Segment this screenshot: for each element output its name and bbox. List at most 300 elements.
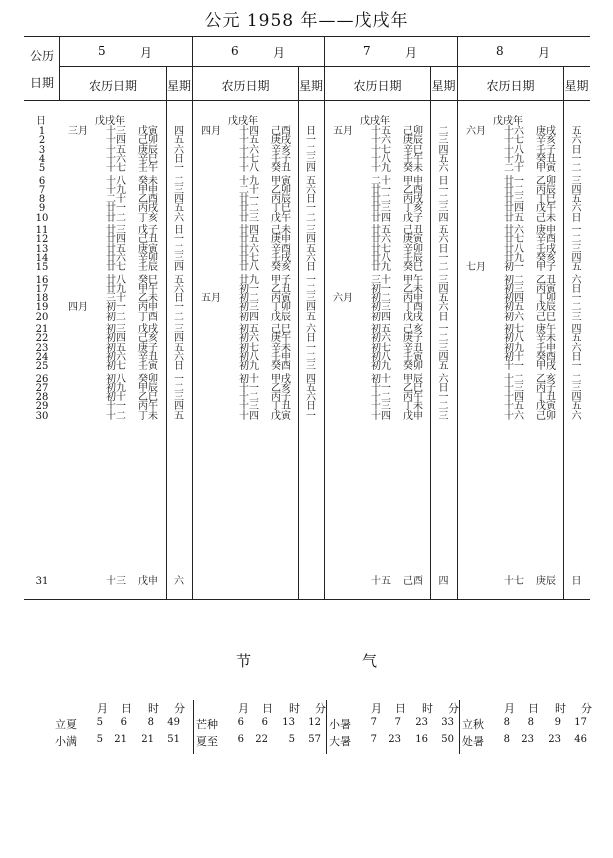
ganzhi: 壬子	[536, 144, 556, 156]
lunar-day: 廿九	[106, 283, 126, 295]
lunar-day: 初五	[371, 324, 391, 335]
lunar-day: 初二	[371, 293, 391, 305]
weekday: 日	[438, 311, 449, 323]
ganzhi: 己卯	[403, 126, 423, 137]
ganzhi: 辛巳	[138, 153, 158, 165]
solar-day: 11	[35, 225, 49, 236]
ganzhi: 己未	[536, 212, 556, 224]
ganzhi: 己丑	[138, 234, 158, 246]
weekday: 三	[571, 382, 582, 394]
ganzhi: 戊戌	[138, 324, 158, 335]
ganzhi: 辛亥	[536, 135, 556, 147]
ganzhi: 甲申	[403, 175, 423, 187]
weekday: 四	[571, 392, 582, 404]
lunar-day: 初一	[371, 283, 391, 295]
ganzhi: 癸丑	[271, 163, 291, 175]
table-top-border	[24, 36, 590, 37]
solar-day: 25	[35, 361, 49, 373]
weekday: 日	[306, 333, 316, 345]
ganzhi: 乙丑	[536, 274, 556, 286]
weekday: 四	[174, 262, 184, 274]
solar-day: 24	[35, 351, 49, 363]
lunar-day: 廿六	[106, 252, 126, 264]
header-mid-rule	[60, 66, 590, 67]
lunar-day: 廿九	[504, 252, 524, 264]
ganzhi: 戊午	[536, 203, 556, 215]
lunar-day: 初十	[239, 373, 259, 385]
ganzhi: 甲寅	[536, 163, 556, 175]
ganzhi: 乙亥	[536, 373, 556, 385]
lunar-day: 十八	[106, 175, 126, 187]
solar-term-value: 7	[370, 717, 377, 728]
solar-header: 时	[422, 702, 433, 715]
weekday: 二	[174, 175, 184, 187]
lunar-day: 初四	[106, 333, 126, 345]
weekday: 一	[571, 225, 582, 236]
lunar-day: 初四	[239, 311, 259, 323]
lunar-day: 廿一	[504, 175, 524, 187]
solar-group-divider	[326, 700, 327, 754]
ganzhi: 戊戌	[403, 311, 423, 323]
solar-day: 2	[38, 135, 46, 147]
ganzhi: 甲辰	[138, 382, 158, 394]
weekday: 二	[571, 302, 582, 314]
lunar-day: 初七	[239, 342, 259, 354]
weekday: 三	[174, 392, 184, 404]
lunar-day: 十二	[239, 392, 259, 404]
weekday: 一	[571, 361, 582, 373]
ganzhi: 壬辰	[138, 262, 158, 274]
solar-term-value: 6	[237, 734, 244, 745]
ganzhi: 己亥	[138, 333, 158, 345]
solar-term-value: 16	[415, 734, 428, 745]
lunar-day: 廿七	[106, 262, 126, 274]
month-label: 月	[405, 46, 418, 60]
ganzhi: 己酉	[271, 126, 291, 137]
lunar-day: 十七	[239, 153, 259, 165]
ganzhi: 乙巳	[403, 382, 423, 394]
ganzhi: 己亥	[403, 324, 423, 335]
weekday: 日	[306, 262, 316, 274]
ganzhi: 甲子	[536, 262, 556, 274]
ganzhi: 庚戌	[536, 126, 556, 137]
weekday: 二	[571, 234, 582, 246]
lunar-day: 廿五	[371, 225, 391, 236]
month-number: 5	[98, 44, 106, 58]
month-divider	[457, 36, 458, 600]
lunar-day: 廿四	[239, 225, 259, 236]
ganzhi: 庚午	[536, 324, 556, 335]
weekday: 五	[438, 293, 449, 305]
weekday: 三	[306, 361, 316, 373]
ganzhi: 庚午	[271, 333, 291, 345]
lunar-day: 十四	[239, 410, 259, 422]
ganzhi: 丁丑	[536, 392, 556, 404]
ganzhi: 癸巳	[403, 262, 423, 274]
weekday: 四	[174, 194, 184, 206]
month-number: 6	[231, 44, 239, 58]
solar-term-value: 6	[237, 717, 244, 728]
lunar-day: 二十	[504, 163, 524, 175]
lunar-day: 廿八	[239, 262, 259, 274]
lunar-day: 初八	[504, 333, 524, 345]
ganzhi: 戊午	[271, 212, 291, 224]
weekday: 三	[174, 324, 184, 335]
ganzhi: 癸亥	[536, 252, 556, 264]
solar-term-name: 立夏	[55, 718, 77, 731]
solar-header: 日	[262, 702, 273, 715]
solar-day: 16	[35, 274, 49, 286]
weekday: 日	[174, 293, 184, 305]
gongli-label: 公历	[30, 49, 55, 63]
lunar-day: 十九	[504, 153, 524, 165]
lunar-day: 廿八	[106, 274, 126, 286]
solar-term-value: 57	[308, 734, 321, 745]
solar-term-value: 23	[415, 717, 428, 728]
weekday: 日	[571, 283, 582, 295]
weekday: 六	[438, 302, 449, 314]
lunar-day: 十七	[371, 144, 391, 156]
weekday: 五	[438, 225, 449, 236]
weekday: 三	[306, 293, 316, 305]
ganzhi: 己酉	[403, 576, 423, 587]
solar-day: 13	[35, 243, 49, 255]
weekday: 三	[174, 252, 184, 264]
lunar-day: 初十	[504, 351, 524, 363]
lunar-day: 廿三	[371, 203, 391, 215]
weekday: 三	[571, 311, 582, 323]
lunar-day: 廿一	[239, 194, 259, 206]
weekday: 日	[438, 382, 449, 394]
lunar-day: 廿四	[371, 212, 391, 224]
riqi-label: 日期	[30, 76, 55, 90]
lunar-day: 初六	[371, 333, 391, 345]
weekday: 三	[438, 135, 449, 147]
lunar-day: 十五	[106, 144, 126, 156]
solar-header: 分	[315, 702, 326, 715]
solar-term-value: 51	[167, 734, 180, 745]
ganzhi: 乙酉	[138, 194, 158, 206]
weekday-header: 星期	[166, 79, 191, 93]
lunar-day: 十四	[504, 392, 524, 404]
lunar-day: 十九	[239, 175, 259, 187]
ganzhi: 己巳	[536, 311, 556, 323]
ganzhi: 己巳	[271, 324, 291, 335]
ganzhi: 壬午	[403, 153, 423, 165]
lunar-day: 十一	[371, 382, 391, 394]
solar-term-name: 夏至	[196, 735, 218, 748]
ganzhi: 乙未	[403, 283, 423, 295]
lunar-day: 初九	[371, 361, 391, 373]
lunar-day: 初五	[504, 302, 524, 314]
lunar-day: 廿九	[371, 262, 391, 274]
nongli-header: 农历日期	[353, 79, 402, 93]
ganzhi: 戊子	[138, 225, 158, 236]
weekday: 五	[306, 243, 316, 255]
weekday: 三	[306, 153, 316, 165]
lunar-day: 十一	[106, 401, 126, 413]
lunar-day: 十三	[504, 382, 524, 394]
lunar-day: 初二	[504, 274, 524, 286]
weekday: 日	[174, 153, 184, 165]
ganzhi: 辛卯	[403, 243, 423, 255]
lunar-month: 四月	[201, 126, 221, 137]
ganzhi: 癸未	[138, 175, 158, 187]
weekday: 四	[306, 373, 316, 385]
solar-day: 19	[35, 302, 49, 314]
weekday: 日	[174, 225, 184, 236]
lunar-day: 初五	[239, 324, 259, 335]
lunar-day: 初一	[239, 283, 259, 295]
solar-term-value: 21	[114, 734, 127, 745]
lunar-day: 初七	[106, 361, 126, 373]
lunar-day: 十四	[106, 135, 126, 147]
ganzhi: 乙丑	[271, 283, 291, 295]
weekday: 二	[306, 283, 316, 295]
weekday: 日	[438, 175, 449, 187]
ganzhi: 己卯	[138, 135, 158, 147]
ganzhi: 庚寅	[138, 243, 158, 255]
solar-term-value: 33	[441, 717, 454, 728]
weekday: 六	[571, 342, 582, 354]
weekday: 五	[571, 262, 582, 274]
weekday: 六	[174, 212, 184, 224]
lunar-day: 廿七	[239, 252, 259, 264]
weekday-header: 星期	[564, 79, 589, 93]
weekday: 日	[306, 401, 316, 413]
weekday: 二	[438, 262, 449, 274]
ganzhi: 甲申	[138, 184, 158, 196]
ganzhi: 丁酉	[138, 311, 158, 323]
weekday: 二	[438, 333, 449, 345]
weekday: 六	[438, 234, 449, 246]
weekday: 日	[174, 361, 184, 373]
weekday: 四	[438, 144, 449, 156]
weekday: 四	[438, 283, 449, 295]
ganzhi: 壬申	[536, 342, 556, 354]
weekday: 六	[571, 410, 582, 422]
solar-day: 17	[35, 283, 49, 295]
solar-day: 7	[38, 184, 46, 196]
lunar-day: 十五	[371, 126, 391, 137]
solar-term-name: 小暑	[329, 718, 351, 731]
weekday: 六	[174, 283, 184, 295]
ganzhi: 乙巳	[138, 392, 158, 404]
month-number: 7	[363, 44, 371, 58]
solar-term-value: 17	[574, 717, 587, 728]
solar-header: 月	[97, 702, 108, 715]
lunar-day: 二十	[106, 194, 126, 206]
solar-group-divider	[193, 700, 194, 754]
ganzhi: 辛酉	[536, 234, 556, 246]
solar-day: 10	[35, 212, 49, 224]
lunar-day: 十三	[371, 401, 391, 413]
table-bottom-border	[24, 599, 590, 600]
solar-day: 28	[35, 392, 49, 404]
lunar-day: 十八	[239, 163, 259, 175]
ganzhi: 丙午	[403, 392, 423, 404]
month-label: 月	[538, 46, 551, 60]
lunar-day: 初十	[371, 373, 391, 385]
weekday: 一	[306, 342, 316, 354]
solar-day: 29	[35, 401, 49, 413]
lunar-day: 十三	[106, 576, 126, 587]
weekday: 一	[571, 293, 582, 305]
lunar-day: 廿八	[371, 252, 391, 264]
lunar-day: 十二	[106, 410, 126, 422]
weekday: 日	[306, 126, 316, 137]
ganzhi: 乙亥	[271, 382, 291, 394]
lunar-day: 廿一	[106, 203, 126, 215]
ganzhi: 甲戌	[536, 361, 556, 373]
solar-term-value: 8	[503, 717, 510, 728]
ganzhi: 壬午	[138, 163, 158, 175]
ganzhi: 丙戌	[403, 194, 423, 206]
ganzhi: 丁亥	[403, 203, 423, 215]
ganzhi: 辛巳	[403, 144, 423, 156]
weekday: 四	[438, 212, 449, 224]
weekday: 六	[174, 351, 184, 363]
lunar-day: 初九	[239, 361, 259, 373]
solar-day: 5	[38, 163, 46, 175]
weekday: 五	[438, 153, 449, 165]
ganzhi: 庚申	[536, 225, 556, 236]
ganzhi: 丁卯	[536, 293, 556, 305]
weekday: 四	[571, 184, 582, 196]
solar-day: 26	[35, 373, 49, 385]
weekday: 五	[571, 333, 582, 345]
lunar-day: 初二	[106, 311, 126, 323]
weekday: 五	[174, 410, 184, 422]
ganzhi: 戊辰	[536, 302, 556, 314]
weekday: 六	[438, 373, 449, 385]
solar-header: 月	[504, 702, 515, 715]
lunar-day: 廿三	[504, 194, 524, 206]
solar-term-value: 22	[255, 734, 268, 745]
lunar-day: 初七	[371, 342, 391, 354]
weekday: 一	[438, 184, 449, 196]
weekday: 一	[438, 324, 449, 335]
solar-term-value: 23	[388, 734, 401, 745]
weekday: 六	[306, 392, 316, 404]
weekday: 二	[306, 351, 316, 363]
ganzhi: 丙子	[536, 382, 556, 394]
ganzhi: 辛卯	[138, 252, 158, 264]
lunar-day: 廿七	[504, 234, 524, 246]
solar-term-value: 50	[441, 734, 454, 745]
ganzhi: 丙寅	[536, 283, 556, 295]
solar-day: 15	[35, 262, 49, 274]
solar-day: 3	[38, 144, 46, 156]
lunar-day: 廿二	[504, 184, 524, 196]
solar-day: 31	[35, 576, 49, 587]
weekday: 五	[571, 126, 582, 137]
ganzhi: 戊寅	[138, 126, 158, 137]
lunar-day: 廿一	[371, 184, 391, 196]
solar-term-value: 8	[527, 717, 534, 728]
ganzhi: 丙戌	[138, 203, 158, 215]
ganzhi: 丁巳	[536, 194, 556, 206]
ganzhi: 癸亥	[271, 262, 291, 274]
ganzhi: 壬申	[271, 351, 291, 363]
lunar-day: 初三	[106, 324, 126, 335]
ganzhi: 辛未	[271, 342, 291, 354]
solar-header: 月	[371, 702, 382, 715]
weekday: 五	[438, 361, 449, 373]
nongli-header: 农历日期	[88, 79, 137, 93]
lunar-day: 廿七	[371, 243, 391, 255]
ganzhi: 己丑	[403, 225, 423, 236]
lunar-day: 廿五	[106, 243, 126, 255]
weekday: 五	[174, 203, 184, 215]
solar-term-name: 立秋	[462, 718, 484, 731]
lunar-month: 五月	[201, 293, 221, 305]
ganzhi: 庚戌	[271, 135, 291, 147]
lunar-month: 六月	[333, 293, 353, 305]
lunar-day: 廿五	[239, 234, 259, 246]
solar-day: 6	[38, 175, 46, 187]
solar-term-name: 小满	[55, 735, 77, 748]
ganzhi: 癸酉	[536, 351, 556, 363]
ganzhi: 甲寅	[271, 175, 291, 187]
ganzhi: 庚子	[403, 333, 423, 345]
weekday: 一	[174, 163, 184, 175]
weekday: 三	[438, 342, 449, 354]
weekday: 五	[174, 135, 184, 147]
weekday: 一	[306, 410, 316, 422]
solar-day: 9	[38, 203, 46, 215]
weekday: 二	[438, 126, 449, 137]
weekday: 三	[438, 274, 449, 286]
weekday: 五	[174, 342, 184, 354]
solar-term-value: 7	[370, 734, 377, 745]
solar-term-name: 大暑	[329, 735, 351, 748]
ganzhi: 甲辰	[403, 373, 423, 385]
ganzhi: 辛丑	[138, 351, 158, 363]
weekday: 日	[571, 351, 582, 363]
lunar-month: 五月	[333, 126, 353, 137]
solar-header: 分	[174, 702, 185, 715]
solar-day: 27	[35, 382, 49, 394]
ganzhi: 丙申	[403, 293, 423, 305]
weekday: 二	[174, 311, 184, 323]
month-number: 8	[496, 44, 504, 58]
weekday: 六	[306, 324, 316, 335]
lunar-day: 廿三	[239, 212, 259, 224]
nongli-header: 农历日期	[486, 79, 535, 93]
lunar-day: 廿六	[371, 234, 391, 246]
solar-term-value: 5	[96, 734, 103, 745]
weekday-header: 星期	[431, 79, 456, 93]
lunar-day: 初十	[106, 392, 126, 404]
weekday: 三	[438, 410, 449, 422]
lunar-day: 初六	[504, 311, 524, 323]
weekday: 四	[571, 324, 582, 335]
weekday: 一	[306, 135, 316, 147]
ganzhi: 庚子	[138, 342, 158, 354]
lunar-day: 初一	[106, 302, 126, 314]
lunar-day: 廿四	[504, 203, 524, 215]
ganzhi: 丙子	[271, 392, 291, 404]
lunar-day: 十七	[504, 135, 524, 147]
lunar-day: 三十	[371, 274, 391, 286]
weekday: 五	[571, 194, 582, 206]
ganzhi: 壬戌	[271, 252, 291, 264]
solar-term-value: 12	[308, 717, 321, 728]
lunar-day: 初四	[504, 293, 524, 305]
solar-term-value: 13	[282, 717, 295, 728]
ganzhi: 戊子	[403, 212, 423, 224]
